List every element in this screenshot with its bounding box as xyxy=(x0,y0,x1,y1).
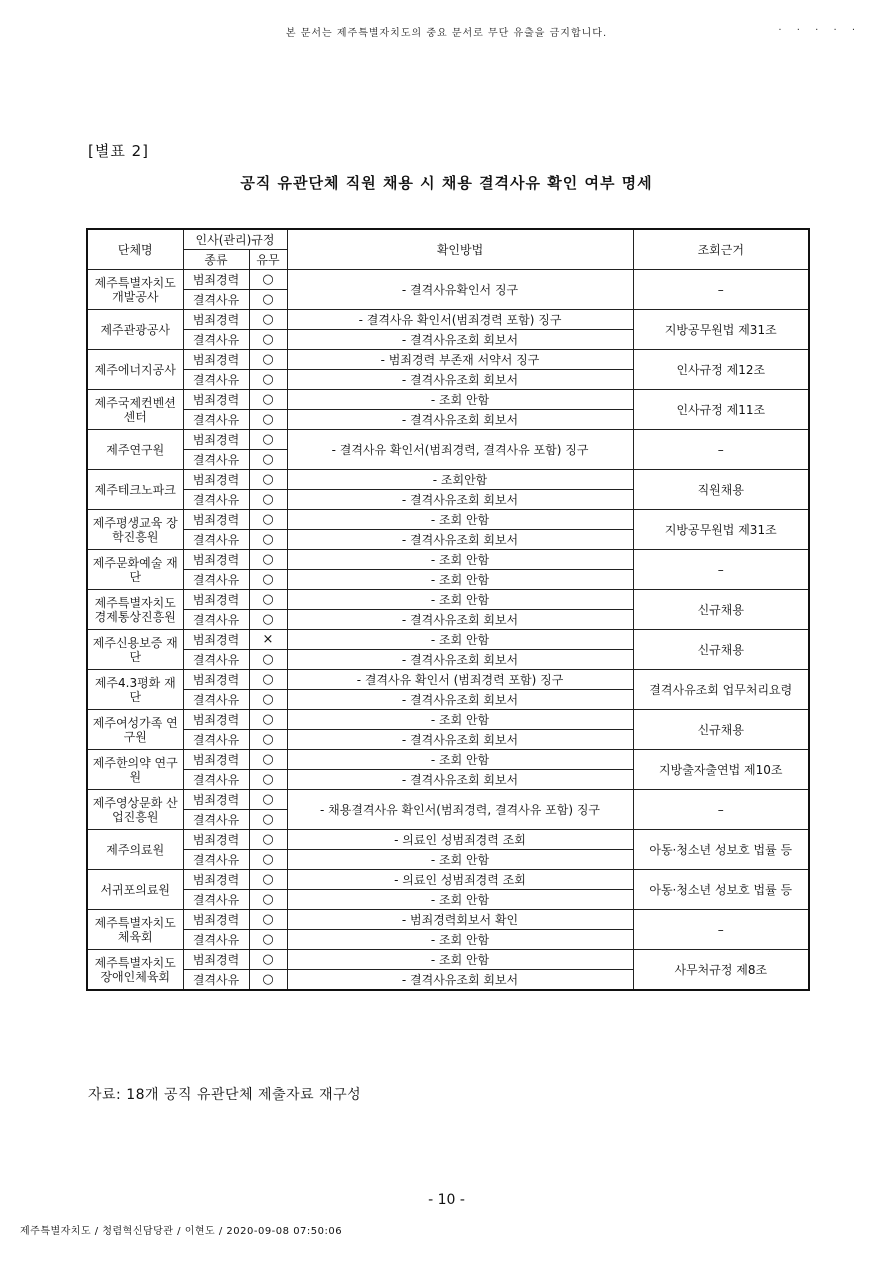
presence-mark: ○ xyxy=(249,750,287,770)
presence-mark: ○ xyxy=(249,610,287,630)
legal-basis: 지방공무원법 제31조 xyxy=(633,510,809,550)
check-kind: 범죄경력 xyxy=(183,670,249,690)
table-row xyxy=(87,670,809,690)
table-row xyxy=(87,630,809,650)
check-kind: 결격사유 xyxy=(183,690,249,710)
org-name: 제주특별자치도 장애인체육회 xyxy=(87,950,183,991)
presence-mark: ○ xyxy=(249,890,287,910)
presence-mark: ○ xyxy=(249,670,287,690)
table-row xyxy=(87,270,809,290)
presence-mark: ○ xyxy=(249,770,287,790)
legal-basis: 지방공무원법 제31조 xyxy=(633,310,809,350)
check-method: - 결격사유조회 회보서 xyxy=(287,410,633,430)
org-name: 제주4.3평화 재단 xyxy=(87,670,183,710)
check-kind: 결격사유 xyxy=(183,610,249,630)
check-kind: 결격사유 xyxy=(183,330,249,350)
appendix-label: [별표 2] xyxy=(88,142,149,160)
check-kind: 범죄경력 xyxy=(183,870,249,890)
legal-basis: – xyxy=(633,550,809,590)
presence-mark: ○ xyxy=(249,690,287,710)
check-method: - 조회안함 xyxy=(287,470,633,490)
check-kind: 범죄경력 xyxy=(183,630,249,650)
check-method: - 결격사유 확인서(범죄경력, 결격사유 포함) 징구 xyxy=(287,430,633,470)
check-kind: 범죄경력 xyxy=(183,590,249,610)
org-name: 제주특별자치도 경제통상진흥원 xyxy=(87,590,183,630)
check-method: - 조회 안함 xyxy=(287,930,633,950)
org-name: 제주문화예술 재단 xyxy=(87,550,183,590)
check-kind: 범죄경력 xyxy=(183,790,249,810)
legal-basis: 결격사유조회 업무처리요령 xyxy=(633,670,809,710)
check-method: - 결격사유조회 회보서 xyxy=(287,650,633,670)
table-row xyxy=(87,390,809,410)
presence-mark: ○ xyxy=(249,910,287,930)
presence-mark: ○ xyxy=(249,430,287,450)
legal-basis: – xyxy=(633,790,809,830)
check-method: - 조회 안함 xyxy=(287,890,633,910)
org-name: 제주한의약 연구원 xyxy=(87,750,183,790)
legal-basis: 신규채용 xyxy=(633,590,809,630)
table-row xyxy=(87,470,809,490)
legal-basis: – xyxy=(633,430,809,470)
org-name: 제주영상문화 산업진흥원 xyxy=(87,790,183,830)
check-method: - 조회 안함 xyxy=(287,550,633,570)
check-kind: 결격사유 xyxy=(183,970,249,991)
check-kind: 범죄경력 xyxy=(183,910,249,930)
table-body xyxy=(87,270,809,991)
header-kind: 종류 xyxy=(183,250,249,270)
presence-mark: ○ xyxy=(249,790,287,810)
check-kind: 범죄경력 xyxy=(183,350,249,370)
org-name: 제주국제컨벤션 센터 xyxy=(87,390,183,430)
presence-mark: ○ xyxy=(249,650,287,670)
check-method: - 결격사유확인서 징구 xyxy=(287,270,633,310)
check-method: - 결격사유 확인서 (범죄경력 포함) 징구 xyxy=(287,670,633,690)
org-name: 제주관광공사 xyxy=(87,310,183,350)
check-kind: 범죄경력 xyxy=(183,470,249,490)
check-method: - 결격사유조회 회보서 xyxy=(287,330,633,350)
table-row xyxy=(87,550,809,570)
presence-mark: ○ xyxy=(249,830,287,850)
presence-mark: ○ xyxy=(249,410,287,430)
presence-mark: ○ xyxy=(249,850,287,870)
page-number: - 10 - xyxy=(428,1192,465,1208)
check-method: - 결격사유 확인서(범죄경력 포함) 징구 xyxy=(287,310,633,330)
check-kind: 범죄경력 xyxy=(183,830,249,850)
table-row xyxy=(87,750,809,770)
presence-mark: ○ xyxy=(249,310,287,330)
check-kind: 범죄경력 xyxy=(183,710,249,730)
presence-mark: ○ xyxy=(249,970,287,991)
legal-basis: – xyxy=(633,270,809,310)
legal-basis: 지방출자출연법 제10조 xyxy=(633,750,809,790)
check-kind: 결격사유 xyxy=(183,370,249,390)
check-kind: 범죄경력 xyxy=(183,510,249,530)
check-kind: 결격사유 xyxy=(183,490,249,510)
check-kind: 범죄경력 xyxy=(183,950,249,970)
check-kind: 범죄경력 xyxy=(183,310,249,330)
check-method: - 조회 안함 xyxy=(287,590,633,610)
presence-mark: × xyxy=(249,630,287,650)
check-method: - 조회 안함 xyxy=(287,570,633,590)
legal-basis: 사무처규정 제8조 xyxy=(633,950,809,991)
presence-mark: ○ xyxy=(249,570,287,590)
legal-basis: 인사규정 제11조 xyxy=(633,390,809,430)
org-name: 제주연구원 xyxy=(87,430,183,470)
check-method: - 채용결격사유 확인서(범죄경력, 결격사유 포함) 징구 xyxy=(287,790,633,830)
check-method: - 결격사유조회 회보서 xyxy=(287,530,633,550)
org-name: 제주에너지공사 xyxy=(87,350,183,390)
legal-basis: – xyxy=(633,910,809,950)
check-method: - 조회 안함 xyxy=(287,850,633,870)
legal-basis: 신규채용 xyxy=(633,630,809,670)
table-row xyxy=(87,950,809,970)
check-kind: 결격사유 xyxy=(183,650,249,670)
source-note: 자료: 18개 공직 유관단체 제출자료 재구성 xyxy=(88,1087,362,1103)
presence-mark: ○ xyxy=(249,950,287,970)
presence-mark: ○ xyxy=(249,330,287,350)
presence-mark: ○ xyxy=(249,530,287,550)
check-method: - 결격사유조회 회보서 xyxy=(287,730,633,750)
confidential-watermark: 본 문서는 제주특별자치도의 중요 문서로 무단 유출을 금지합니다. xyxy=(285,28,608,39)
presence-mark: ○ xyxy=(249,270,287,290)
presence-mark: ○ xyxy=(249,470,287,490)
check-kind: 범죄경력 xyxy=(183,750,249,770)
table-row xyxy=(87,790,809,810)
presence-mark: ○ xyxy=(249,810,287,830)
table-row xyxy=(87,710,809,730)
check-kind: 범죄경력 xyxy=(183,390,249,410)
check-method: - 조회 안함 xyxy=(287,710,633,730)
check-kind: 결격사유 xyxy=(183,810,249,830)
check-kind: 결격사유 xyxy=(183,930,249,950)
check-method: - 결격사유조회 회보서 xyxy=(287,610,633,630)
header-org: 단체명 xyxy=(87,229,183,270)
table-row xyxy=(87,430,809,450)
check-method: - 결격사유조회 회보서 xyxy=(287,690,633,710)
check-kind: 범죄경력 xyxy=(183,550,249,570)
org-name: 제주여성가족 연구원 xyxy=(87,710,183,750)
legal-basis: 아동·청소년 성보호 법률 등 xyxy=(633,830,809,870)
check-method: - 결격사유조회 회보서 xyxy=(287,490,633,510)
check-kind: 결격사유 xyxy=(183,730,249,750)
check-method: - 조회 안함 xyxy=(287,750,633,770)
org-name: 제주신용보증 재단 xyxy=(87,630,183,670)
check-kind: 범죄경력 xyxy=(183,430,249,450)
header-regulation: 인사(관리)규정 xyxy=(183,229,287,250)
table-row xyxy=(87,350,809,370)
check-method: - 결격사유조회 회보서 xyxy=(287,770,633,790)
presence-mark: ○ xyxy=(249,350,287,370)
check-method: - 결격사유조회 회보서 xyxy=(287,370,633,390)
check-kind: 결격사유 xyxy=(183,850,249,870)
document-title: 공직 유관단체 직원 채용 시 채용 결격사유 확인 여부 명세 xyxy=(240,174,653,192)
org-name: 서귀포의료원 xyxy=(87,870,183,910)
table-row xyxy=(87,590,809,610)
check-kind: 결격사유 xyxy=(183,570,249,590)
check-kind: 결격사유 xyxy=(183,410,249,430)
check-kind: 범죄경력 xyxy=(183,270,249,290)
check-method: - 의료인 성범죄경력 조회 xyxy=(287,870,633,890)
table-row xyxy=(87,510,809,530)
table-row xyxy=(87,310,809,330)
presence-mark: ○ xyxy=(249,510,287,530)
presence-mark: ○ xyxy=(249,590,287,610)
check-method: - 범죄경력회보서 확인 xyxy=(287,910,633,930)
table-row xyxy=(87,830,809,850)
presence-mark: ○ xyxy=(249,710,287,730)
check-method: - 의료인 성범죄경력 조회 xyxy=(287,830,633,850)
presence-mark: ○ xyxy=(249,450,287,470)
disqualification-check-table xyxy=(86,228,810,991)
presence-mark: ○ xyxy=(249,290,287,310)
check-method: - 결격사유조회 회보서 xyxy=(287,970,633,991)
org-name: 제주특별자치도 체육회 xyxy=(87,910,183,950)
table-row xyxy=(87,910,809,930)
legal-basis: 신규채용 xyxy=(633,710,809,750)
header-basis: 조회근거 xyxy=(633,229,809,270)
presence-mark: ○ xyxy=(249,730,287,750)
check-kind: 결격사유 xyxy=(183,890,249,910)
presence-mark: ○ xyxy=(249,930,287,950)
legal-basis: 아동·청소년 성보호 법률 등 xyxy=(633,870,809,910)
check-method: - 조회 안함 xyxy=(287,630,633,650)
check-method: - 조회 안함 xyxy=(287,510,633,530)
header-method: 확인방법 xyxy=(287,229,633,270)
check-method: - 범죄경력 부존재 서약서 징구 xyxy=(287,350,633,370)
check-method: - 조회 안함 xyxy=(287,950,633,970)
legal-basis: 인사규정 제12조 xyxy=(633,350,809,390)
check-kind: 결격사유 xyxy=(183,290,249,310)
print-footer: 제주특별자치도 / 청렴혁신담당관 / 이현도 / 2020-09-08 07:50:06 xyxy=(20,1226,343,1237)
presence-mark: ○ xyxy=(249,370,287,390)
presence-mark: ○ xyxy=(249,490,287,510)
check-kind: 결격사유 xyxy=(183,770,249,790)
presence-mark: ○ xyxy=(249,550,287,570)
presence-mark: ○ xyxy=(249,390,287,410)
org-name: 제주테크노파크 xyxy=(87,470,183,510)
presence-mark: ○ xyxy=(249,870,287,890)
legal-basis: 직원채용 xyxy=(633,470,809,510)
corner-marks: . . . . . xyxy=(778,22,861,33)
check-kind: 결격사유 xyxy=(183,530,249,550)
check-method: - 조회 안함 xyxy=(287,390,633,410)
header-presence: 유무 xyxy=(249,250,287,270)
check-kind: 결격사유 xyxy=(183,450,249,470)
table-row xyxy=(87,870,809,890)
org-name: 제주의료원 xyxy=(87,830,183,870)
org-name: 제주평생교육 장학진흥원 xyxy=(87,510,183,550)
org-name: 제주특별자치도 개발공사 xyxy=(87,270,183,310)
